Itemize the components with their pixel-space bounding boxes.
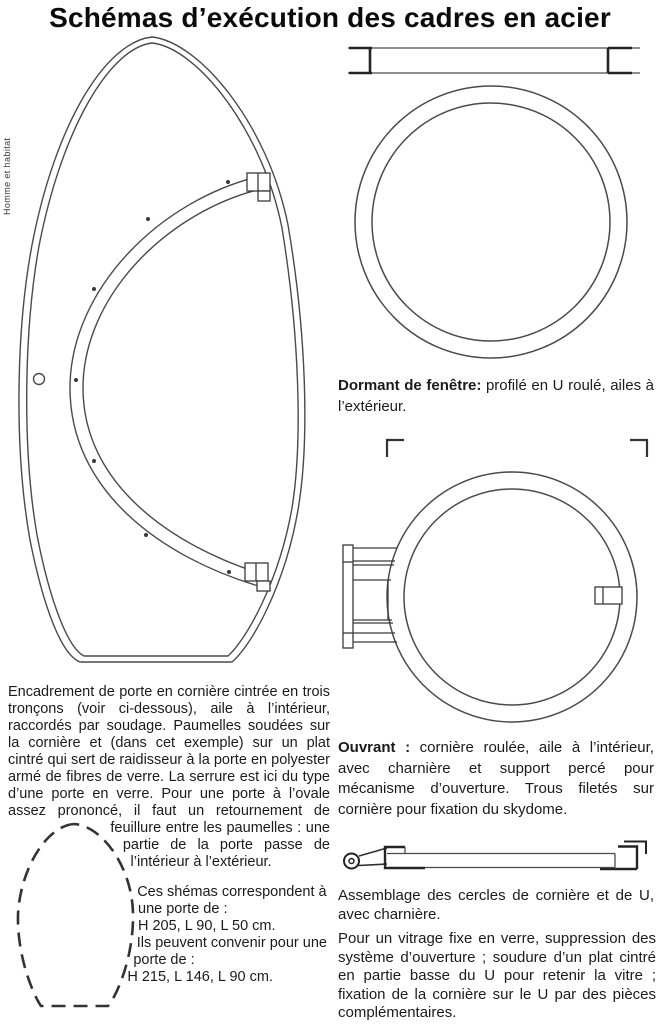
rivet-dots (74, 180, 231, 574)
door-specs-line: H 205, L 90, L 50 cm. (137, 918, 276, 934)
hinge-bracket (343, 545, 397, 648)
support-tab (595, 587, 622, 604)
dormant-caption-rest: profilé en U roulé, ailes à l’extérieur. (338, 377, 654, 415)
ouvrant-caption (338, 738, 654, 820)
dormant-caption-lead: Dormant de fenêtre: (338, 377, 482, 394)
ouvrant-caption-rest: cornière roulée, aile à l’intérieur, avec charnière et support percé pour mécanisme d’ouverture. Trous filetés sur cornière pour fixation du skydome. (338, 739, 654, 818)
hinge-details (245, 173, 270, 591)
door-specs-line: Ils peuvent convenir pour une porte de : (133, 935, 327, 968)
vitrage-paragraph: Pour un vitrage fixe en verre, suppression des système d’ouverture ; soudure d’un plat cintré en partie basse du U pour retenir la vitre ; fixation de la cornière sur le U par des pièces complémentaires. (338, 930, 656, 1021)
hinge-assembly-diagram (335, 838, 657, 882)
door-specs-line: Ces shémas correspondent à une porte de : (137, 884, 327, 917)
ouvrant-caption-lead: Ouvrant : (338, 739, 411, 756)
dormant-caption (338, 376, 654, 417)
main-paragraph: Encadrement de porte en cornière cintrée en trois tronçons (voir ci-dessous), aile à l’intérieur, raccordés par soudage. Paumelles soudées sur la cornière et (dans cet exemple) sur un plat cintré qui sert de raidisseur à la porte en polyester armé de fibres de verre. La serrure est ici du type d’une porte en verre. Pour une porte à l’ovale assez prononcé, il faut un retournement de feuillure entre les paumelles : une partie de la porte passe de l’intérieur à l’extérieur. (8, 684, 330, 870)
assemblage-caption: Assemblage des cercles de cornière et de U, avec charnière. (338, 887, 654, 923)
left-text-block (8, 684, 330, 1014)
side-credit-label: Homme et habitat (2, 137, 12, 215)
door-specs-line: H 215, L 146, L 90 cm. (127, 969, 273, 985)
corner-marks (387, 440, 647, 457)
door-frame-diagram (0, 30, 330, 680)
dormant-ring-diagram (340, 75, 650, 375)
page-title: Schémas d’exécution des cadres en acier (49, 2, 611, 33)
ouvrant-ring-diagram (335, 435, 657, 735)
